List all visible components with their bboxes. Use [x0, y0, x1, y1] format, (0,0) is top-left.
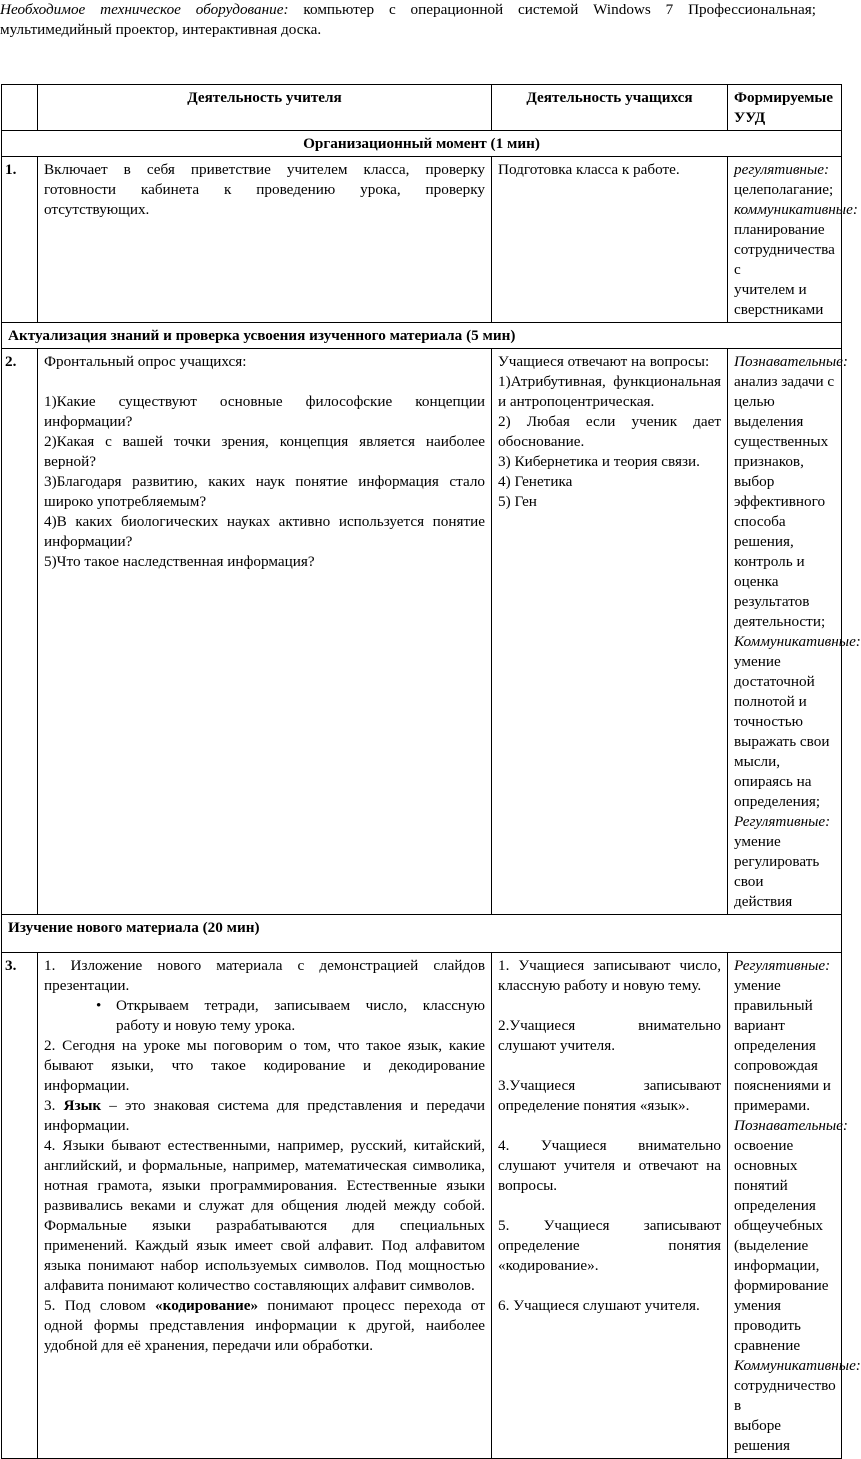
section-row [2, 915, 842, 953]
uud-line: выборе [734, 1417, 782, 1434]
uud-line: определения; [734, 793, 821, 810]
uud-line: регулятивные: [734, 161, 830, 178]
uud-line: контроль и оценка [734, 553, 805, 590]
uud-line: определения [734, 1197, 816, 1214]
uud-line: сверстниками [734, 301, 824, 318]
uud-line: коммуникативные: [734, 201, 858, 218]
uud-line: умение [734, 653, 781, 670]
uud-line: Регулятивные: [734, 813, 831, 830]
term-coding: «кодирование» [155, 1297, 259, 1314]
teacher-step-5: 5. Под словом «кодирование» понимают процесс перехода от одной формы представления информации к другой, наиболее удобной для её хранения, передачи или обработки. [44, 1297, 485, 1354]
equipment-text: компьютер с операционной системой Windows 7 Профессиональная; мультимедийный проектор, интерактивная доска. [0, 1, 816, 38]
teacher-step-4: 4. Языки бывают естественными, например, русский, китайский, английский, и формальные, например, математическая символика, нотная грамота, языки программирования. Естественные языки развивались веками и служат для общения людей между собой. Формальные языки разрабатываются для специальных применений. Каждый язык имеет свой алфавит. Под алфавитом языка понимают набор используемых символов. Под мощностью алфавита понимают количество составляющих алфавит символов. [44, 1137, 485, 1294]
uud-line: понятий [734, 1177, 788, 1194]
question-item: 2)Какая с вашей точки зрения, концепция является наиболее верной? [44, 433, 485, 470]
uud-line: учителем и [734, 281, 807, 298]
uud-line: целью выделения [734, 393, 804, 430]
teacher-activity [38, 349, 492, 915]
header-row [2, 85, 842, 131]
uud-line: умение [734, 833, 781, 850]
uud-line: результатов [734, 593, 810, 610]
uud-line: регулировать свои [734, 853, 820, 890]
student-step: 6. Учащиеся слушают учителя. [498, 1297, 700, 1314]
answer-item: 4) Генетика [498, 473, 573, 490]
answer-item: Учащиеся отвечают на вопросы: [498, 353, 710, 370]
uud-line: пояснениями и [734, 1077, 831, 1094]
answer-item: 5) Ген [498, 493, 537, 510]
question-item: 3)Благодаря развитию, каких наук понятие информация стало широко употребляемым? [44, 473, 485, 510]
uud-line: решения [734, 1437, 791, 1454]
uud-line: существенных [734, 433, 829, 450]
student-activity: Подготовка класса к работе. [492, 157, 728, 323]
uud-line: планирование [734, 221, 825, 238]
teacher-activity: Включает в себя приветствие учителем класса, проверку готовности кабинета к проведению урока, проверку отсутствующих. [38, 157, 492, 323]
teacher-step-1: 1. Изложение нового материала с демонстрацией слайдов презентации. [44, 957, 485, 994]
lesson-plan-table [1, 84, 861, 1459]
teacher-step-2: 2. Сегодня на уроке мы поговорим о том, что такое язык, какие бывают языки, что такое кодирование и декодирование информации. [44, 1037, 485, 1094]
answer-item: 2) Любая если ученик дает обоснование. [498, 413, 721, 450]
question-item: 1)Какие существуют основные философские концепции информации? [44, 393, 485, 430]
answer-item: 3) Кибернетика и теория связи. [498, 453, 700, 470]
student-step: 1. Учащиеся записывают число, классную работу и новую тему. [498, 957, 721, 994]
uud-line: полнотой и [734, 693, 807, 710]
uud-line: Коммуникативные: [734, 633, 861, 650]
header-number [2, 85, 38, 131]
uud-line: достаточной [734, 673, 815, 690]
uud-line: способа решения, [734, 513, 794, 550]
uud-line: действия [734, 893, 793, 910]
uud-line: Коммуникативные: [734, 1357, 861, 1374]
uud-line: эффективного [734, 493, 826, 510]
header-uud: Формируемые УУД [728, 85, 842, 131]
uud-line: выражать свои [734, 733, 830, 750]
teacher-step-3: 3. Язык – это знаковая система для представления и передачи информации. [44, 1097, 485, 1134]
table-row [2, 953, 842, 1459]
row-number: 1. [2, 157, 38, 323]
header-students: Деятельность учащихся [492, 85, 728, 131]
answer-item: 1)Атрибутивная, функциональная и антропоцентрическая. [498, 373, 721, 410]
uud-line: точностью [734, 713, 804, 730]
uud-line: сопровождая [734, 1057, 818, 1074]
question-item: 4)В каких биологических науках активно используется понятие информации? [44, 513, 485, 550]
section-organizational: Организационный момент (1 мин) [2, 131, 842, 157]
uud-line: анализ задачи с [734, 373, 835, 390]
section-new-material: Изучение нового материала (20 мин) [2, 915, 842, 953]
uud-line: (выделение [734, 1237, 809, 1254]
student-step: 5. Учащиеся записывают определение понятия «кодирование». [498, 1217, 721, 1274]
uud-line: освоение основных [734, 1137, 798, 1174]
question-item: 5)Что такое наследственная информация? [44, 553, 315, 570]
uud-line: примерами. [734, 1097, 811, 1114]
student-step: 4. Учащиеся внимательно слушают учителя и отвечают на вопросы. [498, 1137, 721, 1194]
uud-line: формирование [734, 1277, 829, 1294]
uud-line: сравнение [734, 1337, 801, 1354]
bullet-list [44, 996, 485, 1036]
row-number: 2. [2, 349, 38, 915]
uud-line: определения [734, 1037, 816, 1054]
uud-cell [728, 953, 861, 1459]
uud-line: вариант [734, 1017, 785, 1034]
uud-cell [728, 157, 858, 323]
uud-line: умения проводить [734, 1297, 801, 1334]
equipment-label: Необходимое техническое оборудование: [0, 1, 289, 18]
uud-line: умение [734, 977, 781, 994]
section-row [2, 323, 842, 349]
uud-line: Познавательные: [734, 1117, 848, 1134]
uud-line: целеполагание; [734, 181, 834, 198]
table-row [2, 157, 842, 323]
uud-line: общеучебных [734, 1217, 824, 1234]
teacher-activity [38, 953, 492, 1459]
student-activity [492, 349, 728, 915]
table-row [2, 349, 842, 915]
uud-cell [728, 349, 861, 915]
uud-line: сотрудничества с [734, 241, 835, 278]
row-number: 3. [2, 953, 38, 1459]
uud-line: деятельности; [734, 613, 826, 630]
uud-line: Познавательные: [734, 353, 848, 370]
uud-line: сотрудничество в [734, 1377, 836, 1414]
list-item: • Открываем тетради, записываем число, классную работу и новую тему урока. [116, 996, 485, 1036]
uud-line: признаков, выбор [734, 453, 804, 490]
header-teacher: Деятельность учителя [38, 85, 492, 131]
uud-line: Регулятивные: [734, 957, 831, 974]
section-actualization: Актуализация знаний и проверка усвоения изученного материала (5 мин) [2, 323, 842, 349]
term-language: Язык [63, 1097, 102, 1114]
equipment-paragraph [0, 0, 816, 40]
uud-line: информации, [734, 1257, 820, 1274]
student-step: 2.Учащиеся внимательно слушают учителя. [498, 1017, 721, 1054]
uud-line: мысли, опираясь на [734, 753, 812, 790]
student-activity [492, 953, 728, 1459]
teacher-intro: Фронтальный опрос учащихся: [44, 353, 247, 370]
section-row [2, 131, 842, 157]
student-step: 3.Учащиеся записывают определение понятия «язык». [498, 1077, 721, 1114]
uud-line: правильный [734, 997, 813, 1014]
